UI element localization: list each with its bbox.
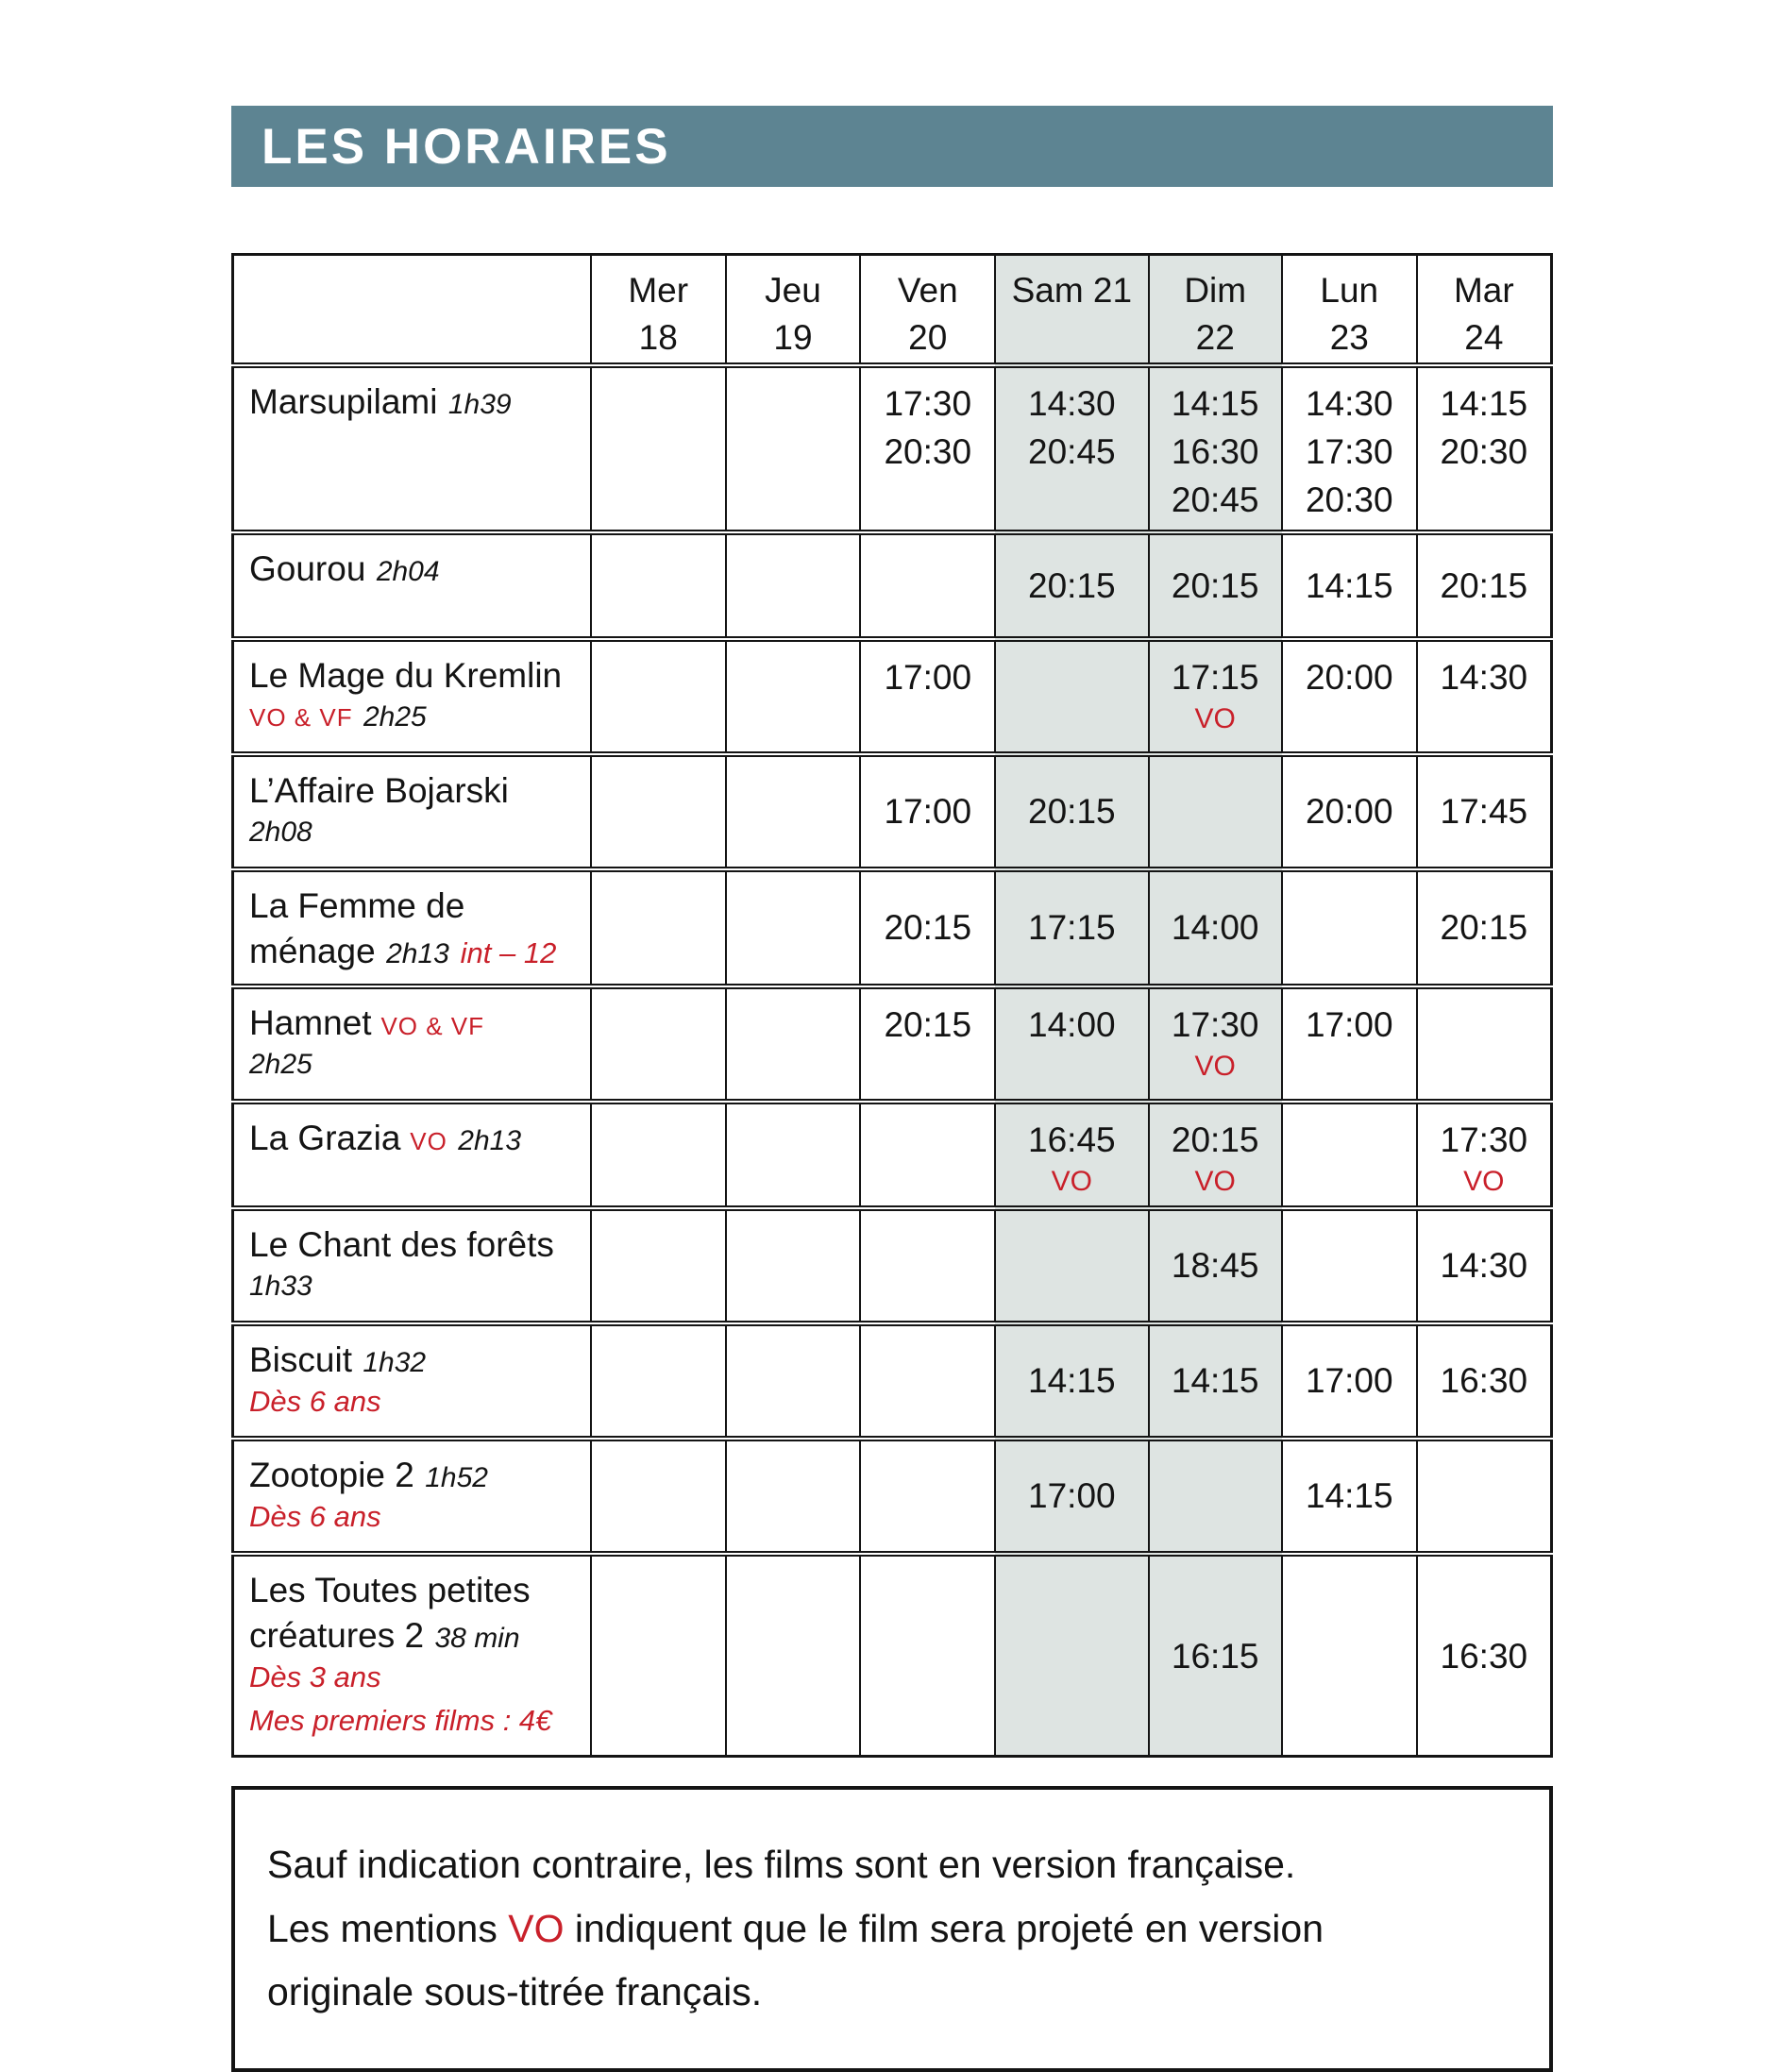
showtime: 20:45 — [1028, 431, 1116, 471]
showtime-cell — [1417, 986, 1552, 1102]
film-version: VO & VF — [249, 702, 353, 732]
showtime-cell — [1149, 1554, 1282, 1757]
film-title-line — [249, 1338, 577, 1383]
showtime: 17:45 — [1440, 792, 1528, 832]
showtime-cell — [1149, 869, 1282, 986]
showtime-cell — [1417, 365, 1552, 532]
showtime-cell — [591, 365, 726, 532]
film-row — [233, 869, 1552, 986]
showtime: 20:15 — [884, 908, 972, 948]
showtime-cell — [1417, 754, 1552, 869]
day-header-lun — [1282, 255, 1417, 365]
notice-segment: Sauf indication contraire, les films sont en version française. — [267, 1843, 1296, 1887]
film-title-line — [249, 699, 577, 742]
showtime: 14:30 — [1440, 1246, 1528, 1286]
day-number: 22 — [1195, 317, 1235, 357]
showtime: 14:00 — [1171, 908, 1259, 948]
showtime-cell — [726, 532, 861, 639]
showtime: 16:15 — [1171, 1636, 1259, 1676]
showtime: 17:00 — [1305, 1361, 1393, 1401]
day-number: 19 — [773, 317, 813, 357]
film-name-cell — [233, 869, 591, 986]
film-row — [233, 1323, 1552, 1439]
film-title-line — [249, 1659, 577, 1702]
day-number: 18 — [638, 317, 678, 357]
vo-label: VO — [1194, 702, 1236, 734]
showtime: 14:15 — [1305, 1476, 1393, 1516]
day-label: Jeu — [765, 271, 821, 310]
showtime-cell — [995, 1208, 1148, 1323]
film-title: Les Toutes petites — [249, 1570, 531, 1609]
showtime: 20:15 — [1028, 565, 1116, 605]
showtime-cell — [591, 986, 726, 1102]
day-number: 20 — [908, 317, 948, 357]
showtime-cell — [591, 1102, 726, 1208]
showtime: 20:30 — [1305, 480, 1393, 519]
film-title-line — [249, 1613, 577, 1659]
film-title-line — [249, 1116, 577, 1161]
showtime-cell — [1282, 1439, 1417, 1554]
vo-label: VO — [1051, 1166, 1092, 1198]
showtime: 20:30 — [1440, 431, 1528, 471]
showtime: 20:15 — [1440, 908, 1528, 948]
film-title-line — [249, 1001, 577, 1046]
showtime-cell — [995, 1102, 1148, 1208]
film-title-line — [249, 929, 577, 974]
film-title: Gourou — [249, 548, 366, 588]
film-duration: 38 min — [434, 1623, 520, 1655]
film-title: Hamnet — [249, 1003, 372, 1043]
film-name-cell — [233, 1439, 591, 1554]
showtime-cell — [591, 1439, 726, 1554]
showtime-cell — [995, 1439, 1148, 1554]
showtime-cell — [726, 365, 861, 532]
showtime-cell — [591, 639, 726, 754]
showtime-cell — [726, 1554, 861, 1757]
showtime: 17:30 — [884, 383, 972, 423]
film-duration: 1h39 — [447, 388, 512, 420]
day-label: Sam 21 — [1011, 271, 1133, 310]
showtime-cell — [1149, 365, 1282, 532]
showtime-cell — [1417, 1323, 1552, 1439]
film-row — [233, 1439, 1552, 1554]
showtime: 14:15 — [1171, 383, 1259, 423]
film-title: Marsupilami — [249, 381, 438, 421]
showtime-cell — [860, 754, 995, 869]
vo-notice — [231, 1786, 1553, 2072]
showtime: 17:00 — [1305, 1005, 1393, 1045]
showtime-cell — [726, 869, 861, 986]
film-title-line — [249, 1383, 577, 1426]
showtime-cell — [591, 1323, 726, 1439]
day-number: 23 — [1329, 317, 1369, 357]
day-header-ven — [860, 255, 995, 365]
film-title-line — [249, 1702, 577, 1745]
film-title-line — [249, 1268, 577, 1311]
film-title-line — [249, 547, 577, 592]
film-age-note: Dès 6 ans — [249, 1499, 381, 1533]
showtime-cell — [1149, 532, 1282, 639]
showtime: 14:15 — [1305, 565, 1393, 605]
showtime-cell — [1149, 639, 1282, 754]
showtime-cell — [1417, 639, 1552, 754]
showtime-cell — [726, 754, 861, 869]
showtime-cell — [995, 754, 1148, 869]
showtime: 16:30 — [1440, 1636, 1528, 1676]
film-row — [233, 639, 1552, 754]
vo-label: VO — [1194, 1166, 1236, 1198]
film-row — [233, 1208, 1552, 1323]
showtime: 14:30 — [1305, 383, 1393, 423]
film-title: Zootopie 2 — [249, 1455, 414, 1494]
showtime-cell — [860, 1208, 995, 1323]
film-title-line — [249, 653, 577, 699]
day-header-jeu — [726, 255, 861, 365]
film-row — [233, 1102, 1552, 1208]
day-label: Mer — [628, 271, 689, 310]
film-title: Le Mage du Kremlin — [249, 655, 563, 695]
showtime-cell — [726, 1439, 861, 1554]
showtime: 17:00 — [1028, 1476, 1116, 1516]
showtime-cell — [1282, 986, 1417, 1102]
film-duration: 2h25 — [363, 700, 427, 733]
film-row — [233, 986, 1552, 1102]
film-title-line — [249, 379, 577, 425]
showtime-cell — [1149, 1208, 1282, 1323]
showtime: 17:15 — [1028, 908, 1116, 948]
film-title-line — [249, 1046, 577, 1089]
day-label: Lun — [1320, 271, 1379, 310]
showtime-cell — [1282, 532, 1417, 639]
page-title-banner — [231, 106, 1553, 187]
film-duration: 2h13 — [386, 937, 449, 969]
day-header-dim — [1149, 255, 1282, 365]
day-header-row — [233, 255, 1552, 365]
showtime-cell — [1282, 1554, 1417, 1757]
film-name-cell — [233, 986, 591, 1102]
film-row — [233, 1554, 1552, 1757]
schedule-body — [233, 365, 1552, 1757]
showtime: 16:30 — [1171, 431, 1259, 471]
film-title: Biscuit — [249, 1339, 352, 1379]
showtime: 20:45 — [1171, 480, 1259, 519]
day-label: Mar — [1453, 271, 1514, 310]
vo-label: VO — [1194, 1051, 1236, 1083]
film-name-cell — [233, 365, 591, 532]
film-row — [233, 754, 1552, 869]
film-version: VO — [410, 1127, 447, 1156]
film-duration: 1h32 — [363, 1346, 427, 1378]
showtime-cell — [1417, 1439, 1552, 1554]
showtime: 20:15 — [884, 1005, 972, 1045]
showtime-cell — [591, 532, 726, 639]
film-title-line — [249, 1568, 577, 1613]
showtime: 20:15 — [1028, 792, 1116, 832]
showtime-cell — [726, 1323, 861, 1439]
showtime-cell — [1149, 1439, 1282, 1554]
showtime: 20:15 — [1171, 1120, 1259, 1160]
corner-cell — [233, 255, 591, 365]
schedule-header — [233, 255, 1552, 365]
showtime-cell — [995, 986, 1148, 1102]
showtime: 20:30 — [884, 431, 972, 471]
film-name-cell — [233, 1208, 591, 1323]
film-title: ménage — [249, 931, 376, 970]
film-age-note: Dès 6 ans — [249, 1384, 381, 1418]
showtime-cell — [1417, 1208, 1552, 1323]
showtime-cell — [1282, 754, 1417, 869]
showtime: 14:30 — [1440, 657, 1528, 697]
film-title: La Femme de — [249, 885, 465, 925]
day-label: Dim — [1184, 271, 1247, 310]
showtime-cell — [1149, 986, 1282, 1102]
showtime-cell — [591, 869, 726, 986]
film-name-cell — [233, 1323, 591, 1439]
showtime-cell — [860, 365, 995, 532]
showtime: 20:15 — [1171, 565, 1259, 605]
showtime-cell — [591, 1554, 726, 1757]
showtime-cell — [1282, 1102, 1417, 1208]
showtime-cell — [1149, 754, 1282, 869]
showtime-cell — [995, 869, 1148, 986]
showtime-cell — [1417, 1554, 1552, 1757]
showtime-cell — [860, 532, 995, 639]
film-age-note: Mes premiers films : 4€ — [249, 1704, 552, 1738]
film-name-cell — [233, 754, 591, 869]
showtime-cell — [995, 532, 1148, 639]
showtime-cell — [860, 1554, 995, 1757]
showtime: 16:30 — [1440, 1361, 1528, 1401]
vo-notice-text — [267, 1833, 1517, 2025]
showtime-cell — [860, 869, 995, 986]
showtime: 14:15 — [1171, 1361, 1259, 1401]
notice-segment: Les mentions — [267, 1906, 509, 1950]
film-age-note: int – 12 — [460, 935, 557, 969]
showtime: 14:30 — [1028, 383, 1116, 423]
showtime-cell — [591, 754, 726, 869]
showtime: 17:30 — [1440, 1120, 1528, 1160]
film-duration: 2h13 — [458, 1125, 522, 1157]
film-name-cell — [233, 532, 591, 639]
showtime-cell — [1149, 1323, 1282, 1439]
showtime: 20:00 — [1305, 792, 1393, 832]
film-title-line — [249, 1498, 577, 1541]
film-row — [233, 365, 1552, 532]
showtime-cell — [591, 1208, 726, 1323]
showtime: 14:15 — [1440, 383, 1528, 423]
showtime: 17:30 — [1305, 431, 1393, 471]
showtime: 20:00 — [1305, 657, 1393, 697]
showtime-cell — [860, 1439, 995, 1554]
showtime-cell — [726, 1102, 861, 1208]
showtime-cell — [1282, 639, 1417, 754]
showtime-cell — [726, 639, 861, 754]
showtime-cell — [995, 1554, 1148, 1757]
showtime-cell — [1282, 1208, 1417, 1323]
showtime-cell — [1149, 1102, 1282, 1208]
film-title-line — [249, 768, 577, 814]
film-title: Le Chant des forêts — [249, 1224, 554, 1264]
film-title-line — [249, 1222, 577, 1268]
showtime: 17:00 — [884, 792, 972, 832]
showtime-cell — [726, 986, 861, 1102]
showtime-cell — [1282, 365, 1417, 532]
showtime: 18:45 — [1171, 1246, 1259, 1286]
film-duration: 1h52 — [425, 1461, 488, 1493]
day-header-sam-21 — [995, 255, 1148, 365]
film-age-note: Dès 3 ans — [249, 1660, 381, 1694]
showtime: 17:00 — [884, 657, 972, 697]
day-label: Ven — [897, 271, 958, 310]
day-number: 24 — [1464, 317, 1504, 357]
showtime: 17:15 — [1171, 657, 1259, 697]
showtime-cell — [1282, 1323, 1417, 1439]
film-version: VO & VF — [380, 1012, 485, 1041]
showtime-cell — [1417, 1102, 1552, 1208]
vo-mention: VO — [508, 1906, 565, 1950]
film-title: créatures 2 — [249, 1616, 425, 1656]
page-title: LES HORAIRES — [261, 118, 671, 175]
film-duration: 2h04 — [376, 555, 440, 587]
showtime: 17:30 — [1171, 1005, 1259, 1045]
showtime-cell — [1417, 532, 1552, 639]
film-name-cell — [233, 639, 591, 754]
film-title: La Grazia — [249, 1119, 401, 1158]
showtime: 16:45 — [1028, 1120, 1116, 1160]
film-title: L’Affaire Bojarski — [249, 770, 509, 810]
film-duration: 2h08 — [249, 816, 312, 848]
showtime-cell — [995, 639, 1148, 754]
notice-segment: originale sous-titrée français. — [267, 1970, 763, 2014]
film-duration: 1h33 — [249, 1270, 312, 1302]
showtime: 20:15 — [1440, 565, 1528, 605]
showtime-cell — [995, 1323, 1148, 1439]
film-name-cell — [233, 1554, 591, 1757]
showtime-cell — [1282, 869, 1417, 986]
showtime-cell — [726, 1208, 861, 1323]
showtime-cell — [860, 639, 995, 754]
day-header-mer — [591, 255, 726, 365]
showtime: 14:00 — [1028, 1005, 1116, 1045]
showtime-cell — [1417, 869, 1552, 986]
showtime: 14:15 — [1028, 1361, 1116, 1401]
day-header-mar — [1417, 255, 1552, 365]
schedule-table — [231, 253, 1553, 1758]
showtime-cell — [860, 1102, 995, 1208]
cinema-schedule-page — [231, 106, 1553, 2072]
notice-segment: indiquent que le film sera projeté en version — [564, 1906, 1324, 1950]
film-title-line — [249, 1453, 577, 1498]
showtime-cell — [860, 1323, 995, 1439]
showtime-cell — [860, 986, 995, 1102]
film-row — [233, 532, 1552, 639]
film-name-cell — [233, 1102, 591, 1208]
showtime-cell — [995, 365, 1148, 532]
vo-label: VO — [1463, 1166, 1505, 1198]
film-title-line — [249, 884, 577, 929]
film-duration: 2h25 — [249, 1049, 312, 1081]
film-title-line — [249, 814, 577, 857]
